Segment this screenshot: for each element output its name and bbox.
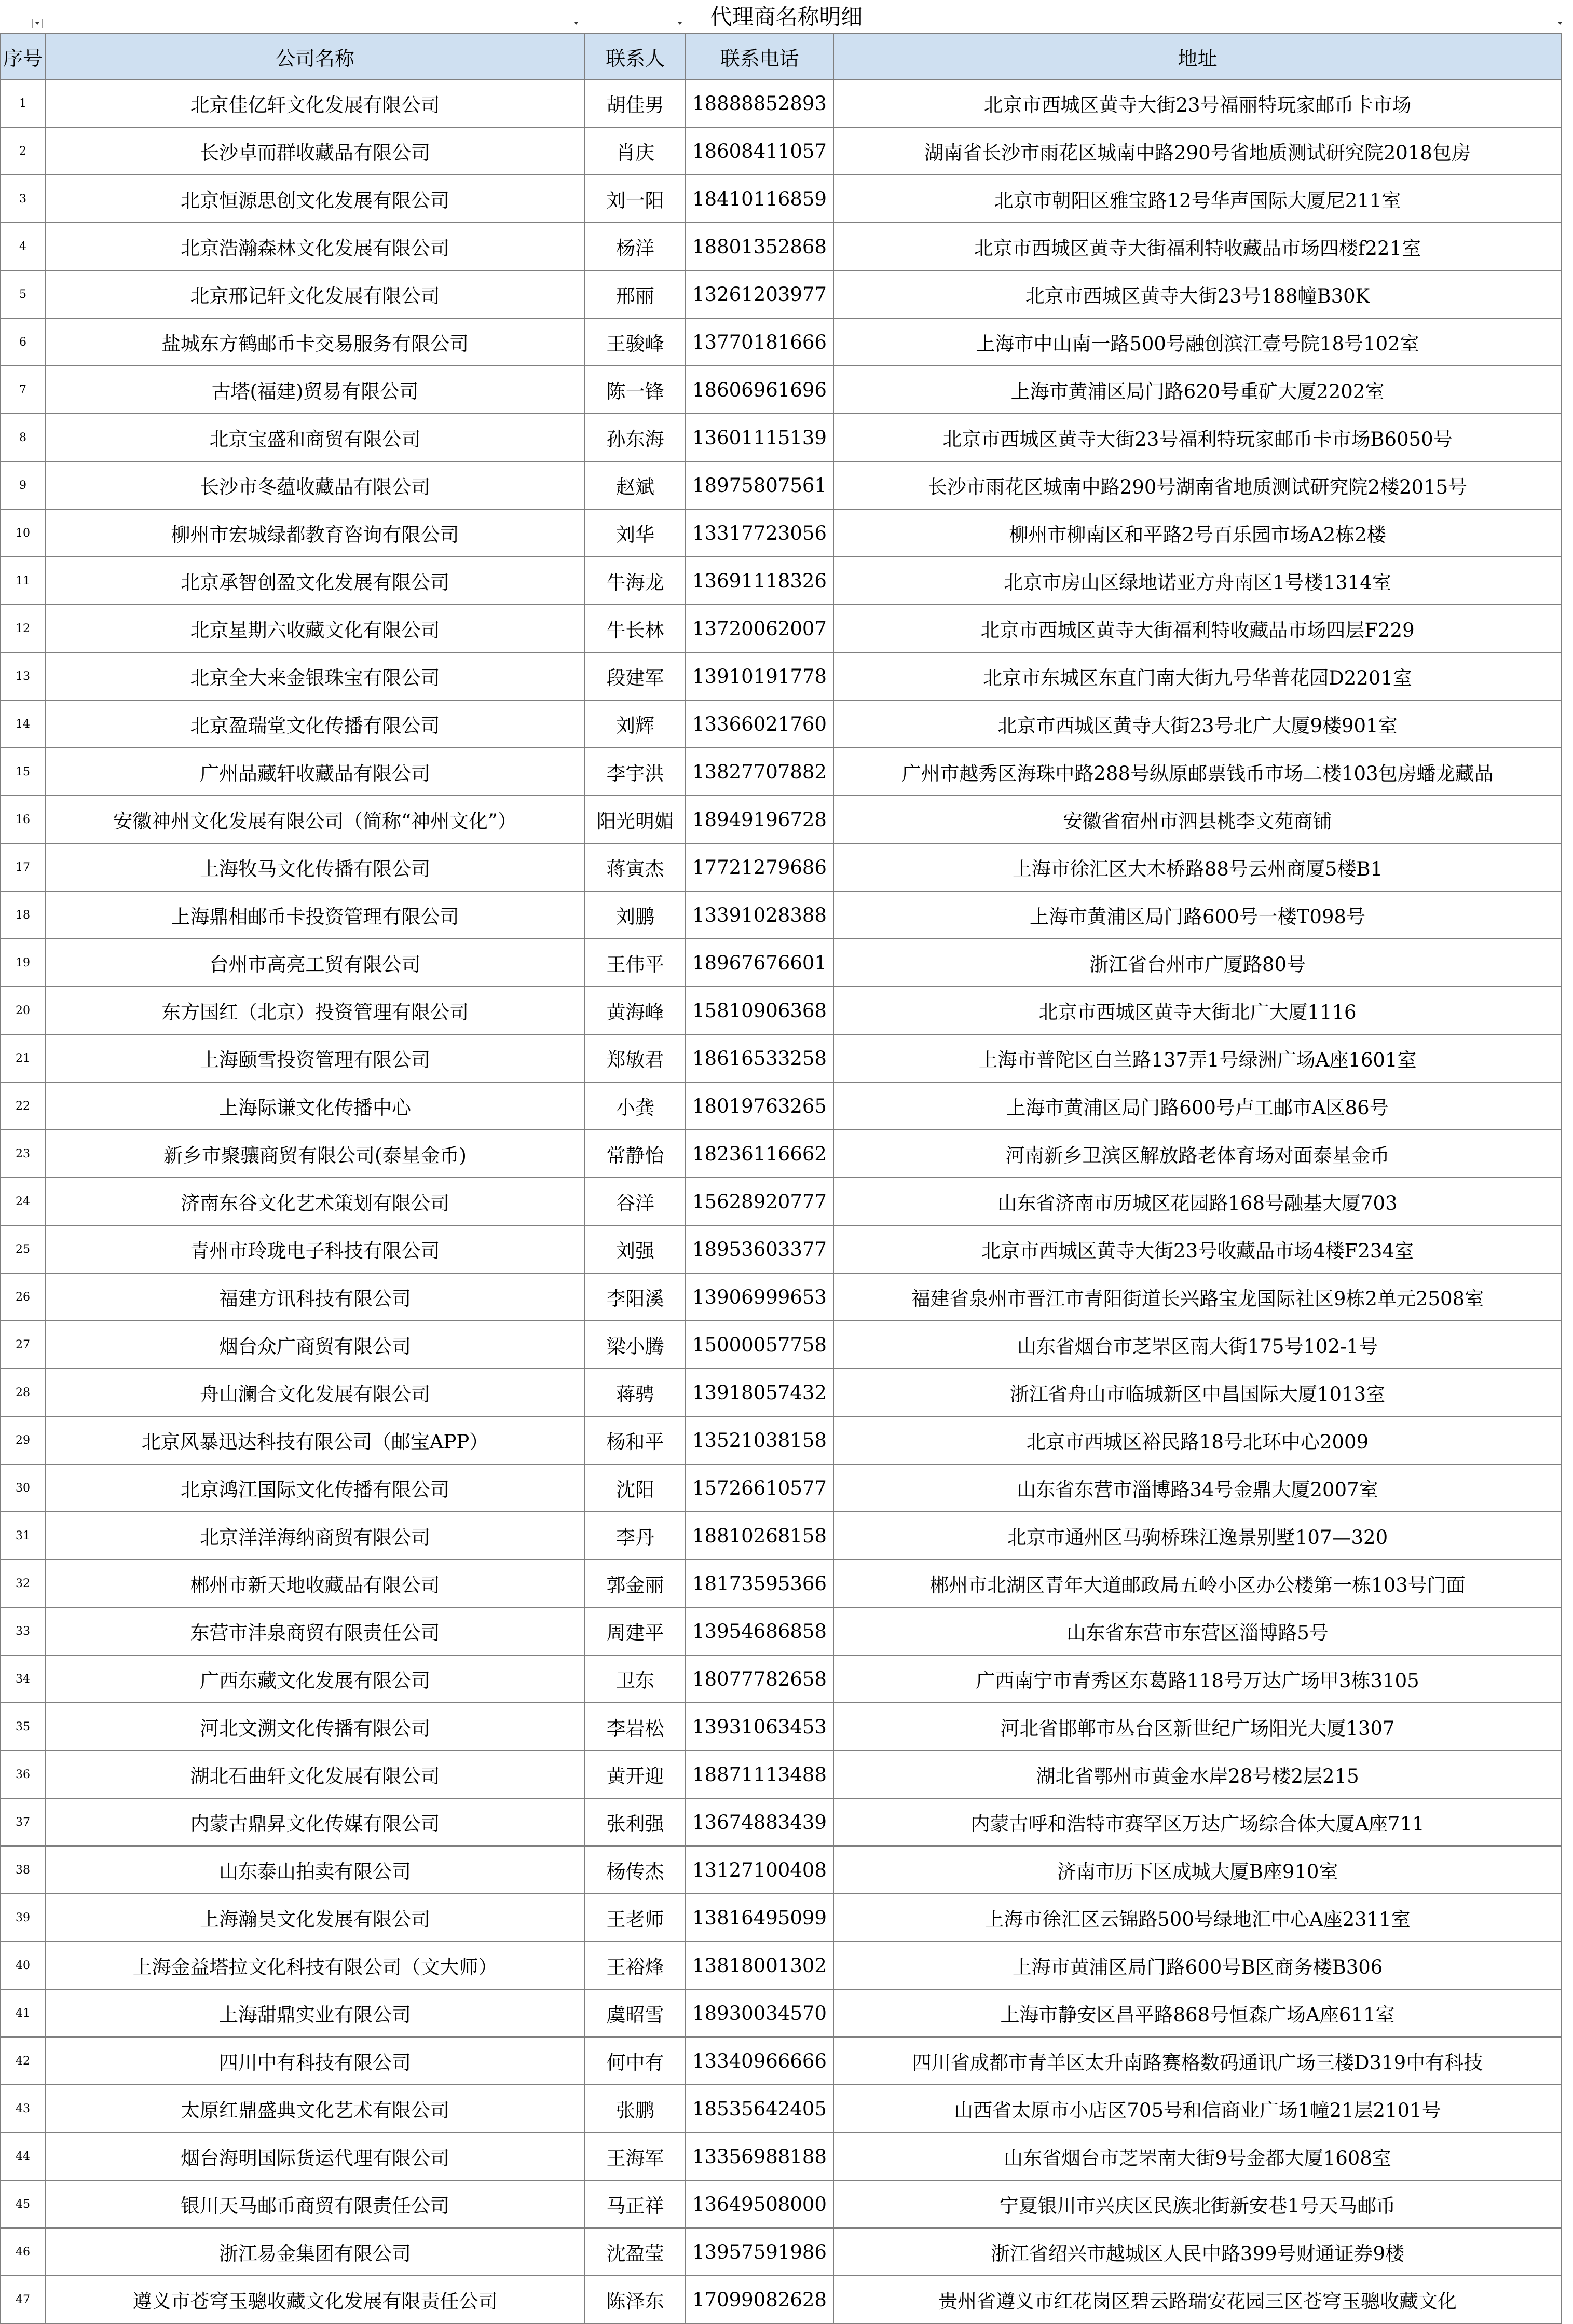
table-body	[1, 79, 1562, 2323]
table-row	[1, 414, 1562, 461]
cell-contact[interactable]: 阳光明媚	[585, 796, 686, 843]
table-row	[1, 175, 1562, 223]
cell-address[interactable]: 上海市中山南一路500号融创滨江壹号院18号102室	[833, 318, 1562, 366]
cell-index[interactable]: 19	[1, 939, 45, 987]
cell-contact[interactable]: 蒋寅杰	[585, 843, 686, 891]
cell-company[interactable]: 舟山澜合文化发展有限公司	[45, 1369, 585, 1416]
cell-contact[interactable]: 邢丽	[585, 270, 686, 318]
cell-index[interactable]: 28	[1, 1369, 45, 1416]
filter-dropdown-icon[interactable]	[675, 19, 685, 28]
table-row	[1, 1034, 1562, 1082]
cell-phone[interactable]: 13770181666	[686, 318, 833, 366]
table-row	[1, 1894, 1562, 1942]
cell-contact[interactable]: 李岩松	[585, 1703, 686, 1751]
cell-index[interactable]: 26	[1, 1273, 45, 1321]
cell-index[interactable]: 18	[1, 891, 45, 939]
cell-index[interactable]: 41	[1, 1989, 45, 2037]
cell-phone[interactable]: 18930034570	[686, 1989, 833, 2037]
cell-contact[interactable]: 张利强	[585, 1798, 686, 1846]
cell-phone[interactable]: 13261203977	[686, 270, 833, 318]
cell-index[interactable]: 3	[1, 175, 45, 223]
table-row	[1, 557, 1562, 605]
cell-contact[interactable]: 郑敏君	[585, 1034, 686, 1082]
cell-company[interactable]: 福建方讯科技有限公司	[45, 1273, 585, 1321]
table-row	[1, 1369, 1562, 1416]
cell-contact[interactable]: 王老师	[585, 1894, 686, 1942]
table-row	[1, 1321, 1562, 1369]
cell-address[interactable]: 长沙市雨花区城南中路290号湖南省地质测试研究院2楼2015号	[833, 461, 1562, 509]
cell-company[interactable]: 北京全大来金银珠宝有限公司	[45, 652, 585, 700]
table-row	[1, 2085, 1562, 2132]
table-row	[1, 1464, 1562, 1512]
cell-index[interactable]: 17	[1, 843, 45, 891]
table-row	[1, 1178, 1562, 1225]
cell-index[interactable]: 15	[1, 748, 45, 796]
cell-address[interactable]: 宁夏银川市兴庆区民族北街新安巷1号天马邮币	[833, 2180, 1562, 2228]
cell-company[interactable]: 北京承智创盈文化发展有限公司	[45, 557, 585, 605]
cell-contact[interactable]: 马正祥	[585, 2180, 686, 2228]
cell-phone[interactable]: 17721279686	[686, 843, 833, 891]
cell-phone[interactable]: 15000057758	[686, 1321, 833, 1369]
cell-phone[interactable]: 13340966666	[686, 2037, 833, 2085]
cell-address[interactable]: 安徽省宿州市泗县桃李文苑商铺	[833, 796, 1562, 843]
cell-phone[interactable]: 18019763265	[686, 1082, 833, 1130]
cell-company[interactable]: 东营市沣泉商贸有限责任公司	[45, 1607, 585, 1655]
cell-company[interactable]: 上海甜鼎实业有限公司	[45, 1989, 585, 2037]
cell-company[interactable]: 太原红鼎盛典文化艺术有限公司	[45, 2085, 585, 2132]
cell-phone[interactable]: 13720062007	[686, 605, 833, 652]
cell-phone[interactable]: 13957591986	[686, 2228, 833, 2276]
cell-index[interactable]: 2	[1, 127, 45, 175]
cell-company[interactable]: 北京恒源思创文化发展有限公司	[45, 175, 585, 223]
cell-contact[interactable]: 杨传杰	[585, 1846, 686, 1894]
title-row	[0, 0, 1573, 33]
table-row	[1, 1416, 1562, 1464]
cell-phone[interactable]: 13317723056	[686, 509, 833, 557]
cell-address[interactable]: 河北省邯郸市丛台区新世纪广场阳光大厦1307	[833, 1703, 1562, 1751]
cell-phone[interactable]: 13391028388	[686, 891, 833, 939]
cell-phone[interactable]: 13366021760	[686, 700, 833, 748]
cell-contact[interactable]: 黄开迎	[585, 1751, 686, 1798]
cell-contact[interactable]: 周建平	[585, 1607, 686, 1655]
cell-company[interactable]: 古塔(福建)贸易有限公司	[45, 366, 585, 414]
cell-address[interactable]: 浙江省舟山市临城新区中昌国际大厦1013室	[833, 1369, 1562, 1416]
cell-contact[interactable]: 刘辉	[585, 700, 686, 748]
cell-company[interactable]: 柳州市宏城绿都教育咨询有限公司	[45, 509, 585, 557]
cell-contact[interactable]: 梁小腾	[585, 1321, 686, 1369]
agent-table	[0, 33, 1562, 2324]
cell-company[interactable]: 济南东谷文化艺术策划有限公司	[45, 1178, 585, 1225]
cell-company[interactable]: 青州市玲珑电子科技有限公司	[45, 1225, 585, 1273]
cell-contact[interactable]: 牛长林	[585, 605, 686, 652]
cell-contact[interactable]: 王裕烽	[585, 1942, 686, 1989]
cell-index[interactable]: 29	[1, 1416, 45, 1464]
cell-index[interactable]: 1	[1, 79, 45, 127]
cell-address[interactable]: 上海市普陀区白兰路137弄1号绿洲广场A座1601室	[833, 1034, 1562, 1082]
cell-address[interactable]: 北京市朝阳区雅宝路12号华声国际大厦尼211室	[833, 175, 1562, 223]
cell-company[interactable]: 台州市高亮工贸有限公司	[45, 939, 585, 987]
cell-address[interactable]: 上海市黄浦区局门路600号一楼T098号	[833, 891, 1562, 939]
header-contact[interactable]: 联系人	[585, 34, 686, 79]
cell-address[interactable]: 上海市徐汇区云锦路500号绿地汇中心A座2311室	[833, 1894, 1562, 1942]
table-row	[1, 1082, 1562, 1130]
cell-company[interactable]: 北京鸿江国际文化传播有限公司	[45, 1464, 585, 1512]
cell-address[interactable]: 浙江省台州市广厦路80号	[833, 939, 1562, 987]
cell-contact[interactable]: 牛海龙	[585, 557, 686, 605]
cell-phone[interactable]: 13918057432	[686, 1369, 833, 1416]
cell-index[interactable]: 34	[1, 1655, 45, 1703]
cell-address[interactable]: 北京市西城区黄寺大街福利特收藏品市场四层F229	[833, 605, 1562, 652]
cell-company[interactable]: 新乡市聚骧商贸有限公司(泰星金币)	[45, 1130, 585, 1178]
cell-address[interactable]: 山东省东营市淄博路34号金鼎大厦2007室	[833, 1464, 1562, 1512]
cell-address[interactable]: 上海市静安区昌平路868号恒森广场A座611室	[833, 1989, 1562, 2037]
cell-company[interactable]: 广西东藏文化发展有限公司	[45, 1655, 585, 1703]
cell-address[interactable]: 山西省太原市小店区705号和信商业广场1幢21层2101号	[833, 2085, 1562, 2132]
cell-index[interactable]: 14	[1, 700, 45, 748]
cell-company[interactable]: 长沙市冬蕴收藏品有限公司	[45, 461, 585, 509]
cell-address[interactable]: 北京市西城区黄寺大街23号福利特玩家邮币卡市场B6050号	[833, 414, 1562, 461]
table-row	[1, 1798, 1562, 1846]
cell-contact[interactable]: 李丹	[585, 1512, 686, 1560]
table-row	[1, 1512, 1562, 1560]
cell-company[interactable]: 上海金益塔拉文化科技有限公司（文大师）	[45, 1942, 585, 1989]
cell-contact[interactable]: 刘华	[585, 509, 686, 557]
cell-phone[interactable]: 13954686858	[686, 1607, 833, 1655]
cell-company[interactable]: 河北文溯文化传播有限公司	[45, 1703, 585, 1751]
cell-index[interactable]: 4	[1, 223, 45, 270]
cell-address[interactable]: 济南市历下区成城大厦B座910室	[833, 1846, 1562, 1894]
header-address[interactable]: 地址	[833, 34, 1562, 79]
cell-contact[interactable]: 杨洋	[585, 223, 686, 270]
cell-contact[interactable]: 赵斌	[585, 461, 686, 509]
cell-index[interactable]: 27	[1, 1321, 45, 1369]
table-row	[1, 509, 1562, 557]
cell-phone[interactable]: 13906999653	[686, 1273, 833, 1321]
cell-index[interactable]: 24	[1, 1178, 45, 1225]
cell-index[interactable]: 45	[1, 2180, 45, 2228]
table-row	[1, 1655, 1562, 1703]
cell-company[interactable]: 遵义市苍穹玉骢收藏文化发展有限责任公司	[45, 2276, 585, 2323]
table-row	[1, 270, 1562, 318]
cell-contact[interactable]: 常静怡	[585, 1130, 686, 1178]
table-row	[1, 1273, 1562, 1321]
sheet-title: 代理商名称明细	[710, 4, 863, 30]
table-row	[1, 700, 1562, 748]
cell-contact[interactable]: 段建军	[585, 652, 686, 700]
table-row	[1, 1130, 1562, 1178]
table-row	[1, 1703, 1562, 1751]
cell-contact[interactable]: 李宇洪	[585, 748, 686, 796]
cell-company[interactable]: 四川中有科技有限公司	[45, 2037, 585, 2085]
cell-address[interactable]: 山东省烟台市芝罘区南大街175号102-1号	[833, 1321, 1562, 1369]
cell-address[interactable]: 上海市黄浦区局门路620号重矿大厦2202室	[833, 366, 1562, 414]
cell-address[interactable]: 北京市西城区黄寺大街北广大厦1116	[833, 987, 1562, 1034]
cell-contact[interactable]: 孙东海	[585, 414, 686, 461]
cell-phone[interactable]: 18616533258	[686, 1034, 833, 1082]
cell-address[interactable]: 北京市西城区黄寺大街23号福丽特玩家邮币卡市场	[833, 79, 1562, 127]
table-row	[1, 1751, 1562, 1798]
cell-index[interactable]: 30	[1, 1464, 45, 1512]
table-row	[1, 987, 1562, 1034]
header-row	[1, 34, 1562, 79]
cell-company[interactable]: 安徽神州文化发展有限公司（简称“神州文化”）	[45, 796, 585, 843]
cell-index[interactable]: 10	[1, 509, 45, 557]
cell-contact[interactable]: 王骏峰	[585, 318, 686, 366]
cell-address[interactable]: 河南新乡卫滨区解放路老体育场对面泰星金币	[833, 1130, 1562, 1178]
cell-contact[interactable]: 陈泽东	[585, 2276, 686, 2323]
cell-company[interactable]: 北京洋洋海纳商贸有限公司	[45, 1512, 585, 1560]
cell-contact[interactable]: 蒋骋	[585, 1369, 686, 1416]
cell-address[interactable]: 北京市东城区东直门南大街九号华普花园D2201室	[833, 652, 1562, 700]
cell-company[interactable]: 盐城东方鹤邮币卡交易服务有限公司	[45, 318, 585, 366]
cell-address[interactable]: 湖北省鄂州市黄金水岸28号楼2层215	[833, 1751, 1562, 1798]
table-row	[1, 939, 1562, 987]
cell-address[interactable]: 贵州省遵义市红花岗区碧云路瑞安花园三区苍穹玉骢收藏文化	[833, 2276, 1562, 2323]
cell-address[interactable]: 内蒙古呼和浩特市赛罕区万达广场综合体大厦A座711	[833, 1798, 1562, 1846]
cell-phone[interactable]: 18801352868	[686, 223, 833, 270]
table-row	[1, 1846, 1562, 1894]
table-row	[1, 843, 1562, 891]
cell-contact[interactable]: 杨和平	[585, 1416, 686, 1464]
cell-contact[interactable]: 小龚	[585, 1082, 686, 1130]
cell-contact[interactable]: 郭金丽	[585, 1560, 686, 1607]
cell-phone[interactable]: 18888852893	[686, 79, 833, 127]
header-company[interactable]: 公司名称	[45, 34, 585, 79]
cell-phone[interactable]: 15628920777	[686, 1178, 833, 1225]
cell-phone[interactable]: 17099082628	[686, 2276, 833, 2323]
table-row	[1, 1989, 1562, 2037]
cell-contact[interactable]: 何中有	[585, 2037, 686, 2085]
cell-contact[interactable]: 虞昭雪	[585, 1989, 686, 2037]
cell-contact[interactable]: 陈一锋	[585, 366, 686, 414]
cell-contact[interactable]: 沈阳	[585, 1464, 686, 1512]
cell-index[interactable]: 6	[1, 318, 45, 366]
cell-index[interactable]: 43	[1, 2085, 45, 2132]
cell-address[interactable]: 湖南省长沙市雨花区城南中路290号省地质测试研究院2018包房	[833, 127, 1562, 175]
table-row	[1, 461, 1562, 509]
cell-address[interactable]: 北京市西城区黄寺大街23号北广大厦9楼901室	[833, 700, 1562, 748]
cell-address[interactable]: 北京市西城区裕民路18号北环中心2009	[833, 1416, 1562, 1464]
cell-company[interactable]: 湖北石曲轩文化发展有限公司	[45, 1751, 585, 1798]
cell-contact[interactable]: 刘强	[585, 1225, 686, 1273]
cell-company[interactable]: 烟台众广商贸有限公司	[45, 1321, 585, 1369]
cell-company[interactable]: 北京佳亿轩文化发展有限公司	[45, 79, 585, 127]
table-row	[1, 748, 1562, 796]
table-row	[1, 2276, 1562, 2323]
cell-contact[interactable]: 肖庆	[585, 127, 686, 175]
cell-index[interactable]: 38	[1, 1846, 45, 1894]
cell-index[interactable]: 5	[1, 270, 45, 318]
cell-contact[interactable]: 谷洋	[585, 1178, 686, 1225]
cell-contact[interactable]: 王海军	[585, 2132, 686, 2180]
table-row	[1, 366, 1562, 414]
cell-phone[interactable]: 18608411057	[686, 127, 833, 175]
table-row	[1, 223, 1562, 270]
cell-company[interactable]: 上海瀚昊文化发展有限公司	[45, 1894, 585, 1942]
cell-index[interactable]: 7	[1, 366, 45, 414]
cell-index[interactable]: 47	[1, 2276, 45, 2323]
table-row	[1, 2180, 1562, 2228]
cell-phone[interactable]: 13649508000	[686, 2180, 833, 2228]
cell-phone[interactable]: 15726610577	[686, 1464, 833, 1512]
cell-company[interactable]: 广州品藏轩收藏品有限公司	[45, 748, 585, 796]
filter-dropdown-icon[interactable]	[1555, 19, 1565, 28]
cell-index[interactable]: 23	[1, 1130, 45, 1178]
cell-index[interactable]: 31	[1, 1512, 45, 1560]
cell-contact[interactable]: 李阳溪	[585, 1273, 686, 1321]
cell-company[interactable]: 上海颐雪投资管理有限公司	[45, 1034, 585, 1082]
cell-phone[interactable]: 18077782658	[686, 1655, 833, 1703]
cell-company[interactable]: 上海牧马文化传播有限公司	[45, 843, 585, 891]
cell-address[interactable]: 上海市黄浦区局门路600号B区商务楼B306	[833, 1942, 1562, 1989]
table-row	[1, 652, 1562, 700]
cell-phone[interactable]: 13818001302	[686, 1942, 833, 1989]
cell-index[interactable]: 32	[1, 1560, 45, 1607]
cell-phone[interactable]: 18953603377	[686, 1225, 833, 1273]
table-row	[1, 891, 1562, 939]
cell-index[interactable]: 40	[1, 1942, 45, 1989]
cell-address[interactable]: 郴州市北湖区青年大道邮政局五岭小区办公楼第一栋103号门面	[833, 1560, 1562, 1607]
cell-address[interactable]: 上海市黄浦区局门路600号卢工邮市A区86号	[833, 1082, 1562, 1130]
table-row	[1, 796, 1562, 843]
cell-company[interactable]: 郴州市新天地收藏品有限公司	[45, 1560, 585, 1607]
cell-contact[interactable]: 刘鹏	[585, 891, 686, 939]
cell-company[interactable]: 上海际谦文化传播中心	[45, 1082, 585, 1130]
cell-company[interactable]: 北京宝盛和商贸有限公司	[45, 414, 585, 461]
cell-address[interactable]: 山东省东营市东营区淄博路5号	[833, 1607, 1562, 1655]
cell-phone[interactable]: 15810906368	[686, 987, 833, 1034]
cell-address[interactable]: 四川省成都市青羊区太升南路赛格数码通讯广场三楼D319中有科技	[833, 2037, 1562, 2085]
cell-address[interactable]: 上海市徐汇区大木桥路88号云州商厦5楼B1	[833, 843, 1562, 891]
header-index[interactable]: 序号	[1, 34, 45, 79]
cell-index[interactable]: 46	[1, 2228, 45, 2276]
cell-phone[interactable]: 13816495099	[686, 1894, 833, 1942]
cell-address[interactable]: 山东省济南市历城区花园路168号融基大厦703	[833, 1178, 1562, 1225]
cell-phone[interactable]: 18606961696	[686, 366, 833, 414]
cell-phone[interactable]: 18975807561	[686, 461, 833, 509]
table-row	[1, 1607, 1562, 1655]
cell-index[interactable]: 8	[1, 414, 45, 461]
cell-contact[interactable]: 沈盈莹	[585, 2228, 686, 2276]
cell-company[interactable]: 北京浩瀚森林文化发展有限公司	[45, 223, 585, 270]
cell-index[interactable]: 44	[1, 2132, 45, 2180]
cell-phone[interactable]: 13601115139	[686, 414, 833, 461]
cell-phone[interactable]: 18410116859	[686, 175, 833, 223]
cell-company[interactable]: 北京星期六收藏文化有限公司	[45, 605, 585, 652]
cell-index[interactable]: 9	[1, 461, 45, 509]
cell-address[interactable]: 北京市西城区黄寺大街23号188幢B30K	[833, 270, 1562, 318]
cell-company[interactable]: 北京邢记轩文化发展有限公司	[45, 270, 585, 318]
cell-index[interactable]: 37	[1, 1798, 45, 1846]
cell-index[interactable]: 11	[1, 557, 45, 605]
cell-phone[interactable]: 18236116662	[686, 1130, 833, 1178]
table-row	[1, 127, 1562, 175]
cell-phone[interactable]: 18810268158	[686, 1512, 833, 1560]
cell-company[interactable]: 山东泰山拍卖有限公司	[45, 1846, 585, 1894]
cell-contact[interactable]: 刘一阳	[585, 175, 686, 223]
cell-index[interactable]: 39	[1, 1894, 45, 1942]
cell-index[interactable]: 12	[1, 605, 45, 652]
cell-company[interactable]: 东方国红（北京）投资管理有限公司	[45, 987, 585, 1034]
cell-address[interactable]: 广西南宁市青秀区东葛路118号万达广场甲3栋3105	[833, 1655, 1562, 1703]
cell-address[interactable]: 北京市西城区黄寺大街23号收藏品市场4楼F234室	[833, 1225, 1562, 1273]
cell-address[interactable]: 北京市房山区绿地诺亚方舟南区1号楼1314室	[833, 557, 1562, 605]
table-row	[1, 1560, 1562, 1607]
cell-address[interactable]: 广州市越秀区海珠中路288号纵原邮票钱币市场二楼103包房蟠龙藏品	[833, 748, 1562, 796]
cell-company[interactable]: 烟台海明国际货运代理有限公司	[45, 2132, 585, 2180]
cell-index[interactable]: 36	[1, 1751, 45, 1798]
cell-phone[interactable]: 18871113488	[686, 1751, 833, 1798]
cell-index[interactable]: 21	[1, 1034, 45, 1082]
cell-phone[interactable]: 13931063453	[686, 1703, 833, 1751]
table-row	[1, 2228, 1562, 2276]
cell-phone[interactable]: 13356988188	[686, 2132, 833, 2180]
cell-index[interactable]: 33	[1, 1607, 45, 1655]
cell-company[interactable]: 浙江易金集团有限公司	[45, 2228, 585, 2276]
cell-index[interactable]: 35	[1, 1703, 45, 1751]
cell-address[interactable]: 北京市通州区马驹桥珠江逸景别墅107—320	[833, 1512, 1562, 1560]
table-row	[1, 1942, 1562, 1989]
cell-address[interactable]: 北京市西城区黄寺大街福利特收藏品市场四楼f221室	[833, 223, 1562, 270]
cell-contact[interactable]: 张鹏	[585, 2085, 686, 2132]
cell-company[interactable]: 上海鼎相邮币卡投资管理有限公司	[45, 891, 585, 939]
cell-contact[interactable]: 王伟平	[585, 939, 686, 987]
table-row	[1, 318, 1562, 366]
cell-index[interactable]: 25	[1, 1225, 45, 1273]
cell-index[interactable]: 22	[1, 1082, 45, 1130]
cell-index[interactable]: 13	[1, 652, 45, 700]
cell-address[interactable]: 浙江省绍兴市越城区人民中路399号财通证券9楼	[833, 2228, 1562, 2276]
cell-contact[interactable]: 胡佳男	[585, 79, 686, 127]
cell-phone[interactable]: 18173595366	[686, 1560, 833, 1607]
cell-index[interactable]: 42	[1, 2037, 45, 2085]
cell-contact[interactable]: 黄海峰	[585, 987, 686, 1034]
cell-phone[interactable]: 13827707882	[686, 748, 833, 796]
filter-dropdown-icon[interactable]	[32, 19, 43, 28]
cell-phone[interactable]: 18949196728	[686, 796, 833, 843]
cell-index[interactable]: 16	[1, 796, 45, 843]
filter-dropdown-icon[interactable]	[571, 19, 581, 28]
cell-address[interactable]: 柳州市柳南区和平路2号百乐园市场A2栋2楼	[833, 509, 1562, 557]
cell-company[interactable]: 银川天马邮币商贸有限责任公司	[45, 2180, 585, 2228]
cell-phone[interactable]: 13127100408	[686, 1846, 833, 1894]
table-row	[1, 2132, 1562, 2180]
cell-contact[interactable]: 卫东	[585, 1655, 686, 1703]
cell-phone[interactable]: 13674883439	[686, 1798, 833, 1846]
cell-address[interactable]: 福建省泉州市晋江市青阳街道长兴路宝龙国际社区9栋2单元2508室	[833, 1273, 1562, 1321]
cell-company[interactable]: 北京盈瑞堂文化传播有限公司	[45, 700, 585, 748]
cell-address[interactable]: 山东省烟台市芝罘南大街9号金都大厦1608室	[833, 2132, 1562, 2180]
cell-phone[interactable]: 13910191778	[686, 652, 833, 700]
table-row	[1, 1225, 1562, 1273]
table-row	[1, 2037, 1562, 2085]
header-phone[interactable]: 联系电话	[686, 34, 833, 79]
cell-company[interactable]: 内蒙古鼎昇文化传媒有限公司	[45, 1798, 585, 1846]
cell-phone[interactable]: 13521038158	[686, 1416, 833, 1464]
cell-phone[interactable]: 18535642405	[686, 2085, 833, 2132]
cell-phone[interactable]: 13691118326	[686, 557, 833, 605]
cell-phone[interactable]: 18967676601	[686, 939, 833, 987]
cell-index[interactable]: 20	[1, 987, 45, 1034]
table-row	[1, 605, 1562, 652]
cell-company[interactable]: 北京风暴迅达科技有限公司（邮宝APP）	[45, 1416, 585, 1464]
table-row	[1, 79, 1562, 127]
cell-company[interactable]: 长沙卓而群收藏品有限公司	[45, 127, 585, 175]
